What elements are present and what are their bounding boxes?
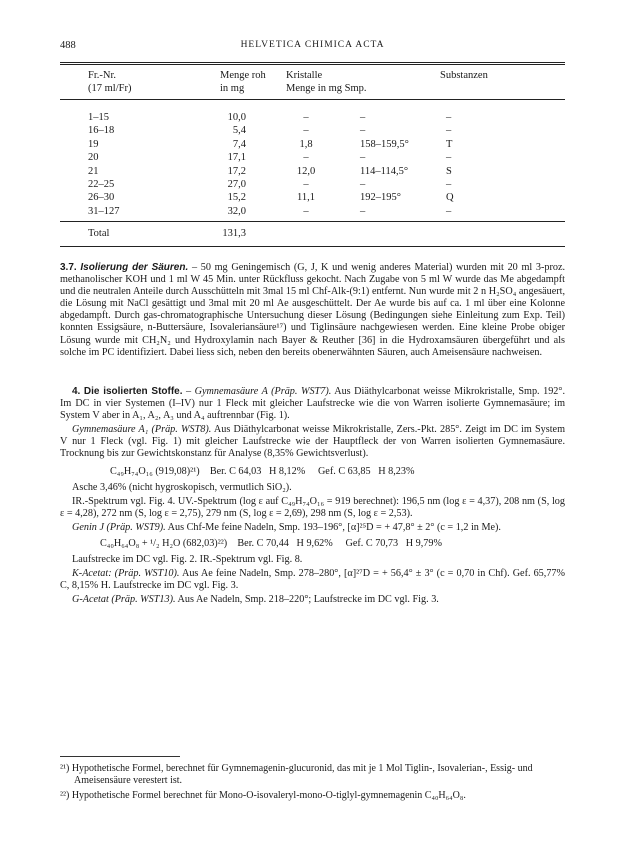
- table-bottom-rule: [60, 246, 565, 247]
- col-header-kristalle: Kristalle: [286, 70, 323, 81]
- table-row: [60, 152, 565, 165]
- genin-j-text: Aus Chf-Me feine Nadeln, Smp. 193–196°, [α]²⁵D = + 47,8° ± 2° (c = 1,2 in Me).: [167, 521, 501, 533]
- cell-menge: 17,1: [227, 152, 246, 164]
- cell-kristall-menge: 1,8: [299, 138, 313, 150]
- cell-menge: 10,0: [227, 112, 246, 123]
- col-header-fr-unit: (17 ml/Fr): [88, 83, 132, 94]
- g-acetat-name: G-Acetat (Präp. WST13).: [72, 594, 176, 606]
- section-4-title: Die isolierten Stoffe.: [83, 386, 183, 397]
- cell-fraction: 21: [88, 165, 99, 177]
- g-acetat-text: Aus Ae Nadeln, Smp. 218–220°; Laufstrecke im DC vgl. Fig. 3.: [177, 594, 439, 606]
- table-body-rule: [60, 221, 565, 222]
- formula-a1: C₄₉H₇₄O₁₆ (919,08)²¹) Ber. C 64,03 H 8,12% Gef. C 63,85 H 8,23%: [110, 465, 415, 477]
- cell-menge: 32,0: [227, 205, 246, 217]
- cell-menge: 7,4: [232, 138, 246, 150]
- col-header-substanzen: Substanzen: [440, 70, 488, 81]
- cell-fraction: 16–18: [88, 125, 115, 137]
- gymnemasaeure-a-text: Aus Diäthylcarbonat weisse Mikrokristalle, Smp. 192°. Im DC in vier Systemen (I–IV) nur 1 Fleck mit gleicher Laufstrecke wie die von Warren isolierte Gymnemasäure; im System V aber in A₁, A₂, A₃ und A₄ auftrennbar (Fig. 1).: [60, 386, 566, 422]
- cell-smp: –: [360, 125, 366, 137]
- col-header-menge: Menge roh: [220, 70, 266, 81]
- cell-smp: –: [360, 205, 366, 217]
- k-acetat-text: Aus Ae feine Nadeln, Smp. 278–280°, [α]²⁷D = + 56,4° ± 3° (c = 0,70 in Chf). Gef. 65,77% C, 8,15% H. Laufstrecke im DC vgl. Fig. 3.: [60, 568, 565, 592]
- gymnemasaeure-a1-text: Aus Diäthylcarbonat weisse Mikrokristalle, Zers.-Pkt. 285°. Zeigt im DC im System V nur 1 Fleck (vgl. Fig. 1) mit gleicher Laufstrecke wie der Hauptfleck der von Warren isolierten Gymnemasäure. Trocknung bis zur Gewichtskonstanz für Analyse (8,35% Gewichtsverlust).: [60, 424, 565, 460]
- table-row: [60, 112, 565, 125]
- cell-fraction: 22–25: [88, 179, 115, 190]
- cell-substanz: –: [446, 179, 452, 190]
- section-4: 4. Die isolierten Stoffe. – Gymnemasäure A (Präp. WST7). Aus Diäthylcarbonat weisse Mikrokristalle, Smp. 192°. Im DC in vier Systemen (I–IV) nur 1 Fleck mit gleicher Laufstrecke wie die von Warren isolierte Gymnemasäure; im System V aber in A₁, A₂, A₃ und A₄ auftrennbar (Fig. 1). Gymnemasäure A₁ (Präp. WST8). Aus Diäthylcarbonat weisse Mikrokristalle, Zers.-Pkt. 285°. Zeigt im DC im System V nur 1 Fleck (vgl. Fig. 1) mit gleicher Laufstrecke wie der Hauptfleck der von Warren isolierten Gymnemasäure. Trocknung bis zur Gewichtskonstanz für Analyse (8,35% Gewichtsverlust). C₄₉H₇₄O₁₆ (919,08)²¹) Ber. C 64,03 H 8,12% Gef. C 63,85 H 8,23% Asche 3,46% (nicht hygroskopisch, vermutlich SiO₂). IR.-Spektrum vgl. Fig. 4. UV.-Spektrum (log ε auf C₄₉H₇₄O₁₆ = 919 berechnet): 196,5 nm (log ε = 4,37), 208 nm (S, log ε = 4,28), 272 nm (S, log ε = 2,75), 279 nm (S, log ε = 2,69), 298 nm (S, log ε = 2,53). Genin J (Präp. WST9). Aus Chf-Me feine Nadeln, Smp. 193–196°, [α]²⁵D = + 47,8° ± 2° (c = 1,2 in Me). C₄₀H₆₄O₈ + ¹/₂ H₂O (682,03)²²) Ber. C 70,44 H 9,62% Gef. C 70,73 H 9,79% Laufstrecke im DC vgl. Fig. 2. IR.-Spektrum vgl. Fig. 8. K-Acetat: (Präp. WST10). Aus Ae feine Nadeln, Smp. 278–280°, [α]²⁷D = + 56,4° ± 3° (c = 0,70 in Chf). Gef. 65,77% C, 8,15% H. Laufstrecke im DC vgl. Fig. 3. G-Acetat (Präp. WST13). Aus Ae Nadeln, Smp. 218–220°; Laufstrecke im DC vgl. Fig. 3.: [60, 386, 566, 606]
- section-3-7-number: 3.7.: [60, 262, 77, 273]
- cell-smp: –: [360, 179, 366, 190]
- section-3-7-text: – 50 mg Geningemisch (G, J, K und wenig anderes Material) wurden mit 20 ml 3-proz. methanolischer KOH und 1 ml W 45 Min. unter Rückfluss gekocht. Nach Zugabe von 5 ml W wurde das Me abgedampft und die neutralen Anteile durch Ausschütteln mit 3mal 15 ml Chf-Alk-(9:1) entfernt. Nun wurde mit 2 n H₂SO₄ angesäuert, die Lösung mit NaCl gesättigt und 3mal mit 20 ml Ae ausgeschüttelt. Der Ae wurde bis auf ca. 1 ml über eine Kolonne abgedampft. Durch gas-chromatographische Untersuchung dieser Lösung (Bedingungen siehe Einleitung zum Exp. Teil) konnten Essigsäure, n-Buttersäure, Isovaleriansäure¹⁷) und Tiglinsäure nachgewiesen werden. Eine kleine Probe obiger Lösung wurde mit CH₂N₂ und Hydroxylamin nach Bayer & Reuther [36] in die Hydroxamsäuren übergeführt und als solche im PC identifiziert. Dabei liess sich, neben den bereits obenerwähnten Säuren, auch Ameisensäure nachweisen.: [60, 262, 566, 358]
- cell-smp: 114–114,5°: [360, 165, 409, 177]
- cell-substanz: –: [446, 125, 452, 137]
- table-row: [60, 139, 565, 152]
- cell-smp: 158–159,5°: [360, 138, 409, 150]
- journal-title: HELVETICA CHIMICA ACTA: [240, 40, 385, 50]
- table-row: [60, 206, 565, 219]
- formula-genin-j: C₄₀H₆₄O₈ + ¹/₂ H₂O (682,03)²²) Ber. C 70,44 H 9,62% Gef. C 70,73 H 9,79%: [100, 538, 442, 550]
- cell-kristall-menge: –: [303, 152, 309, 164]
- col-header-kristalle-sub: Menge in mg Smp.: [286, 83, 367, 94]
- cell-fraction: 20: [88, 152, 99, 164]
- col-header-fr: Fr.-Nr.: [88, 70, 117, 81]
- genin-j-name: Genin J (Präp. WST9).: [72, 521, 166, 533]
- gymnemasaeure-a1-name: Gymnemasäure A₁ (Präp. WST8).: [72, 424, 212, 436]
- table-row: [60, 166, 565, 179]
- cell-kristall-menge: –: [303, 179, 309, 190]
- cell-substanz: –: [446, 152, 452, 164]
- total-label: Total: [88, 228, 110, 239]
- cell-kristall-menge: 12,0: [296, 165, 316, 177]
- total-value: 131,3: [222, 228, 246, 239]
- cell-fraction: 26–30: [88, 192, 115, 204]
- footnote-22: ²²) Hypothetische Formel berechnet für Mono-O-isovaleryl-mono-O-tiglyl-gymnemagenin C₄₀H₆₄O₈.: [60, 790, 466, 801]
- cell-smp: –: [360, 152, 366, 164]
- col-header-menge-unit: in mg: [220, 83, 245, 94]
- table-total-row: [60, 228, 565, 242]
- footnote-separator: [60, 756, 180, 757]
- cell-substanz: T: [446, 138, 453, 150]
- cell-kristall-menge: –: [303, 112, 309, 123]
- cell-kristall-menge: 11,1: [297, 192, 315, 204]
- cell-substanz: Q: [446, 192, 454, 204]
- cell-substanz: –: [446, 112, 452, 123]
- cell-smp: –: [360, 112, 366, 123]
- cell-menge: 27,0: [227, 179, 246, 190]
- gymnemasaeure-a-name: Gymnemasäure A (Präp. WST7).: [194, 386, 332, 397]
- cell-menge: 17,2: [227, 165, 246, 177]
- k-acetat-name: K-Acetat: (Präp. WST10).: [72, 568, 180, 580]
- footnotes: [60, 763, 565, 802]
- cell-smp: 192–195°: [360, 192, 401, 204]
- cell-kristall-menge: –: [303, 125, 309, 137]
- footnote-21: ²¹) Hypothetische Formel, berechnet für Gymnemagenin-glucuronid, das mit je 1 Mol Tiglin-, Isovalerian-, Essig- und Ameisensäure verestert ist.: [60, 763, 533, 786]
- section-4-number: 4.: [72, 386, 81, 397]
- cell-menge: 15,2: [227, 192, 246, 204]
- cell-menge: 5,4: [232, 125, 246, 137]
- cell-fraction: 31–127: [88, 205, 120, 217]
- table-top-rule: [60, 62, 565, 63]
- table-row: [60, 192, 565, 205]
- section-3-7-title: Isolierung der Säuren.: [80, 262, 189, 273]
- cell-fraction: 1–15: [88, 112, 109, 123]
- section-3-7: [60, 262, 565, 359]
- table-top-rule-double: [60, 64, 565, 65]
- cell-fraction: 19: [88, 138, 99, 150]
- table-row: [60, 125, 565, 138]
- page-number: 488: [60, 40, 76, 51]
- cell-kristall-menge: –: [303, 205, 309, 217]
- table-header-rule: [60, 99, 565, 100]
- laufstrecke-line: Laufstrecke im DC vgl. Fig. 2. IR.-Spektrum vgl. Fig. 8.: [72, 554, 303, 566]
- spectrum-text: IR.-Spektrum vgl. Fig. 4. UV.-Spektrum (log ε auf C₄₉H₇₄O₁₆ = 919 berechnet): 196,5 nm (log ε = 4,37), 208 nm (S, log ε = 4,28), 272 nm (S, log ε = 2,75), 279 nm (S, log ε = 2,69), 298 nm (S, log ε = 2,53).: [60, 495, 565, 519]
- table-row: [60, 179, 565, 192]
- cell-substanz: S: [446, 165, 452, 177]
- cell-substanz: –: [446, 205, 452, 217]
- asche-line: Asche 3,46% (nicht hygroskopisch, vermutlich SiO₂).: [72, 481, 292, 493]
